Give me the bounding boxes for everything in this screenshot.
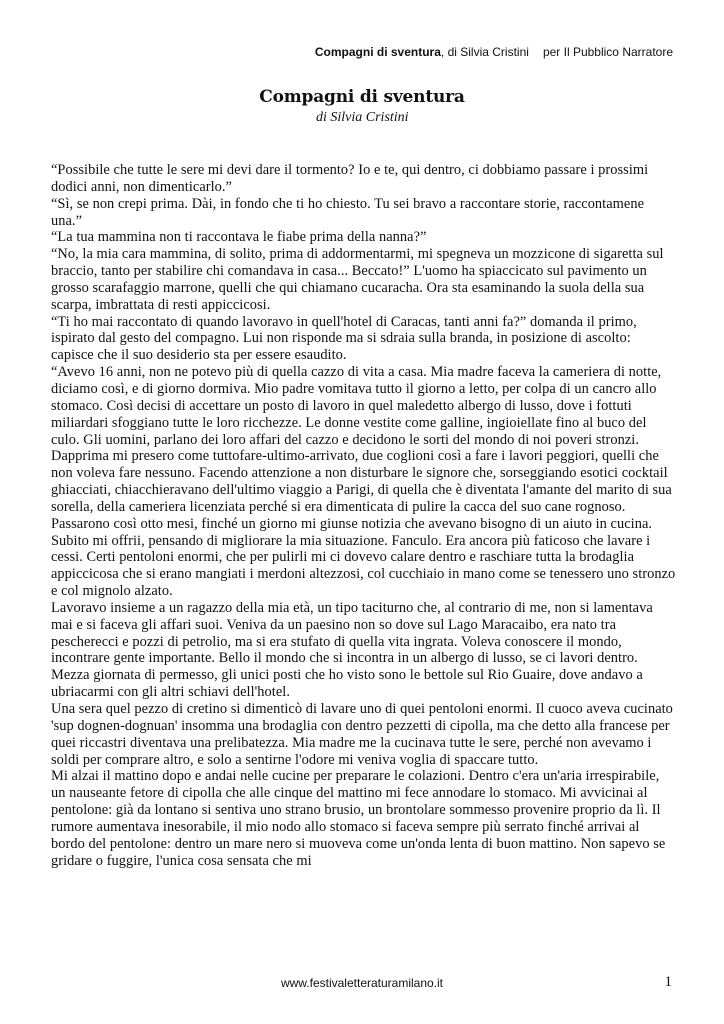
story-paragraph: “La tua mammina non ti raccontava le fiabe prima della nanna?” [51,229,427,246]
story-paragraph: “Avevo 16 anni, non ne potevo più di quella cazzo di vita a casa. Mia madre faceva la cameriera di notte, diciamo così, e di giorno dormiva. Mio padre vomitava tutto il giorno a letto, per colpa di un cancro allo stomaco. Così decisi di accettare un posto di lavoro in quel maledetto albergo di lusso, dove i fottuti miliardari sfoggiano tutte le loro ricchezze. Le donne vestite come galline, ingioiellate fino al buco del culo. Gli uomini, parlano dei loro affari del cazzo e decidono le sorti del mondo di noi poveri stronzi. [51,364,662,448]
story-paragraph: Dapprima mi presero come tuttofare-ultimo-arrivato, due coglioni così a fare i lavori peggiori, quelli che non voleva fare nessuno. Facendo attenzione a non disturbare le signore che, sorseggiando esotici cocktail ghiacciati, chiacchieravano dell'ultimo viaggio a Parigi, di quella che è diventata l'amante del marito di sua sorella, della cameriera licenziata perché si era dimenticata di pulire la cacca del suo cane rognoso. [51,448,672,515]
story-body [51,162,676,869]
running-header [315,45,673,59]
page-number: 1 [664,974,672,990]
story-paragraph: “Sì, se non crepi prima. Dài, in fondo che ti ho chiesto. Tu sei bravo a raccontare storie, raccontamene una.” [51,195,645,229]
running-header-title: Compagni di sventura [314,45,441,59]
story-paragraph: “Ti ho mai raccontato di quando lavoravo in quell'hotel di Caracas, tanti anni fa?” domanda il primo, ispirato dal gesto del compagno. Lui non risponde ma si sdraia sulla branda, in posizione di ascolto: capisce che il suo desiderio sta per essere esaudito. [51,313,637,364]
story-paragraph: “Possibile che tutte le sere mi devi dare il tormento? Io e te, qui dentro, ci dobbiamo passare i prossimi dodici anni, non dimenticarlo.” [51,162,649,195]
running-header-publisher: per Il Pubblico Narratore [542,45,673,59]
document-title: Compagni di sventura [259,87,465,107]
running-header-author: , di Silvia Cristini [440,45,529,59]
story-paragraph: Lavoravo insieme a un ragazzo della mia età, un tipo taciturno che, al contrario di me, non si lamentava mai e si faceva gli affari suoi. Veniva da un paesino non so dove sul Lago Maracaibo, era nato tra pescherecci e pozzi di petrolio, ma si era stufato di quella vita ingrata. Voleva conoscere il mondo, incontrare gente importante. Bello il mondo che si incontra in un albergo di lusso, se ci lavori dentro. Mezza giornata di permesso, gli unici posti che ho visto sono le bettole sul Rio Guaire, dove andavo a ubriacarmi con gli altri schiavi dell'hotel. [51,599,653,701]
story-paragraph: Mi alzai il mattino dopo e andai nelle cucine per preparare le colazioni. Dentro c'era un'aria irrespirabile, un nauseante fetore di cipolla che alle cinque del mattino mi fece annodare lo stomaco. Mi avvicinai al pentolone: già da lontano si sentiva uno strano brusio, un brontolare sommesso provenire proprio da lì. Il rumore aumentava inesorabile, il mio nodo allo stomaco si faceva sempre più serrato finché arrivai al bordo del pentolone: dentro un mare nero si muoveva come un'onda lenta di buon mattino. Non sapevo se gridare o fuggire, l'unica cosa sensata che mi [51,768,666,869]
document-byline: di Silvia Cristini [316,110,409,125]
story-paragraph: “No, la mia cara mammina, di solito, prima di addormentarmi, mi spegneva un mozzicone di sigaretta sul braccio, tanto per stabilire chi comandava in casa... Beccato!” L'uomo ha spiaccicato sul pavimento un grosso scarafaggio marrone, quelli che qui chiamano cucaracha. Ora sta esaminando la suola della sua scarpa, imbrattata di resti appiccicosi. [51,246,664,313]
story-paragraph: Passarono così otto mesi, finché un giorno mi giunse notizia che avevano bisogno di un aiuto in cucina. Subito mi offrii, pensando di migliorare la mia situazione. Fanculo. Era ancora più faticoso che lavare i cessi. Certi pentoloni enormi, che per pulirli mi ci dovevo calare dentro e raschiare tutta la brodaglia appiccicosa che si erano mangiati i merdoni altezzosi, col cucchiaio in mano come se tenessero uno stronzo e col mignolo alzato. [51,515,676,600]
footer-url: www.festivaletteraturamilano.it [280,976,444,990]
story-paragraph: Una sera quel pezzo di cretino si dimenticò di lavare uno di quei pentoloni enormi. Il cuoco aveva cucinato 'sup dognen-dognuan' insomma una brodaglia con dentro pezzetti di cipolla, ma che detto alla francese per quei riccastri diventava una prelibatezza. Mia madre me la cucinava tutte le sere, perché non avevamo i soldi per comprare altro, e solo a sentirne l'odore mi veniva voglia di spaccare tutto. [51,701,673,768]
